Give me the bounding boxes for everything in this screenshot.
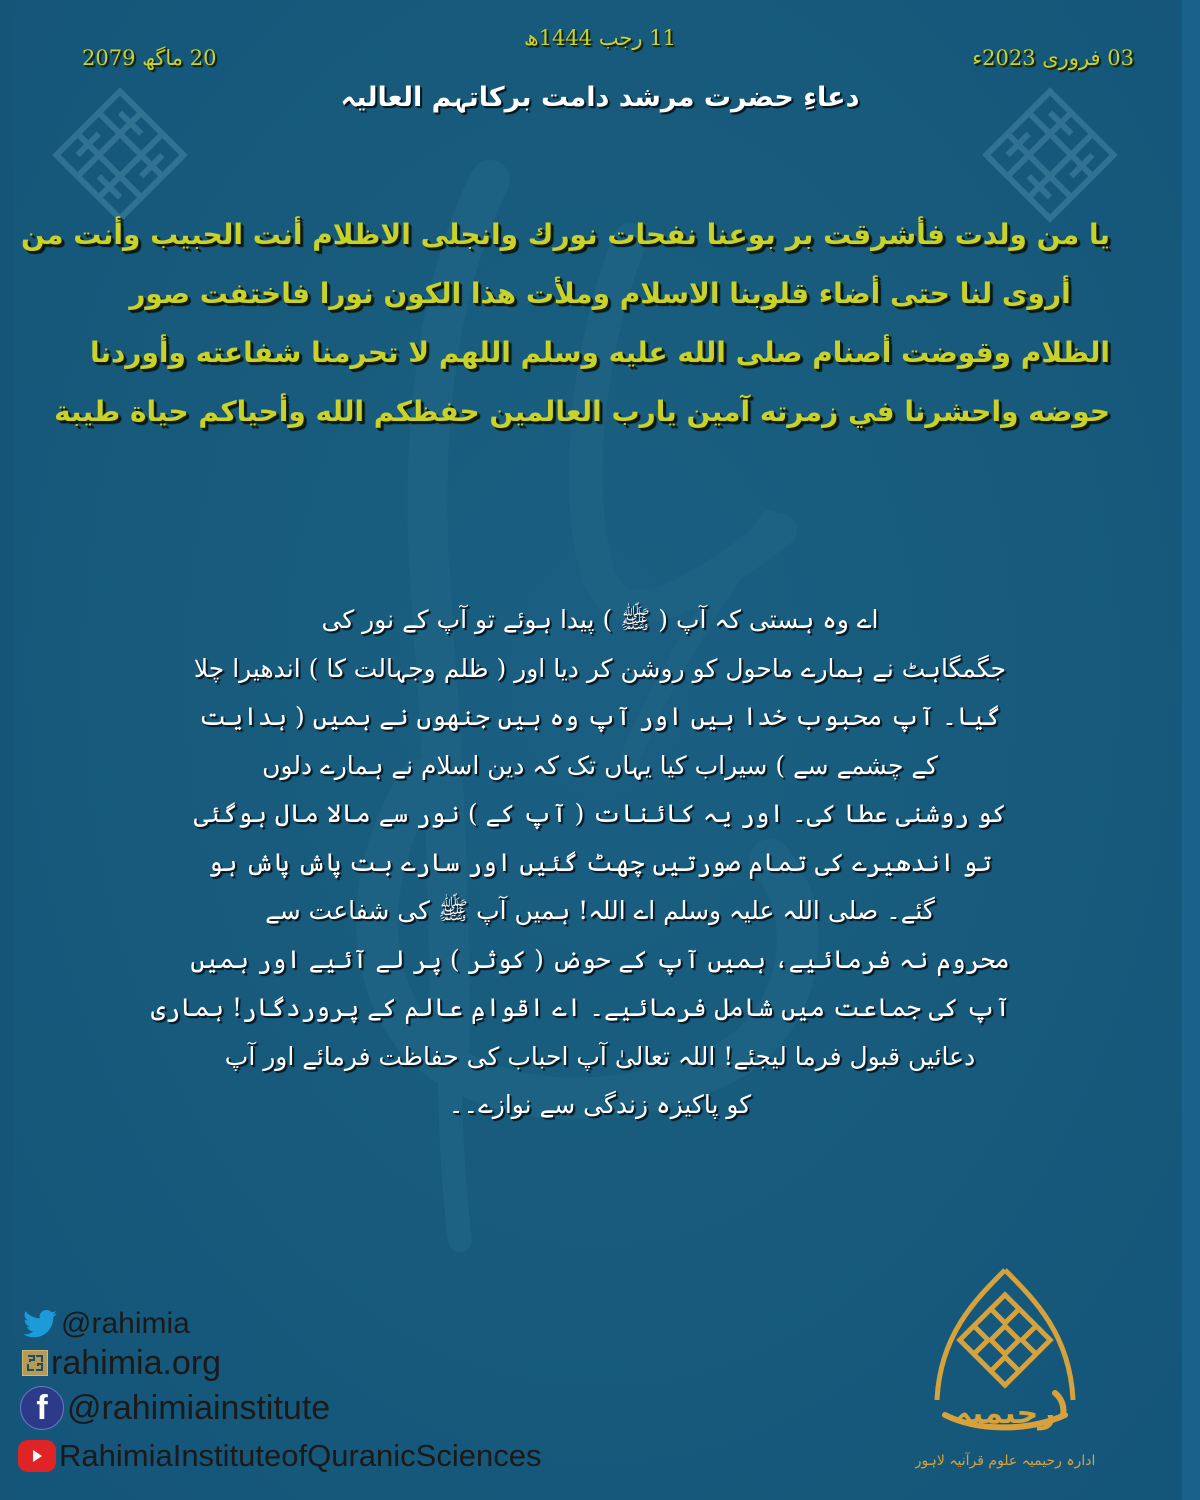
website-link[interactable] — [18, 1343, 541, 1383]
youtube-link[interactable] — [18, 1433, 541, 1479]
arabic-line: أروى لنا حتى أضاء قلوبنا الاسلام وملأت هذا الكون نورا فاختفت صور — [129, 277, 1071, 310]
youtube-channel: RahimiaInstituteofQuranicSciences — [59, 1438, 542, 1473]
urdu-line: کو روشنی عطا کی۔ اور یہ کائنات ( آپ کے ) نور سے مالا مال ہوگئی — [193, 799, 1007, 828]
date-bikrami: 20 ماگھ 2079 — [82, 46, 217, 70]
twitter-bird-icon — [22, 1310, 58, 1338]
rahimia-logo-icon — [915, 1265, 1095, 1490]
edge-shade-right — [1182, 0, 1200, 1500]
arabic-line: حوضه واحشرنا في زمرته آمين يارب العالمين حفظكم الله وأحياكم حياة طيبة — [54, 395, 1110, 428]
urdu-line: اے وہ ہستی کہ آپ ( ﷺ ) پیدا ہوئے تو آپ کے نور کی — [321, 605, 879, 634]
urdu-line: آپ کی جماعت میں شامل فرمائیے۔ اے اقوامِ عالم کے پروردگار! ہماری — [150, 993, 1010, 1022]
svg-text:ادارہ رحیمیہ علوم قرآنیہ لاہور: ادارہ رحیمیہ علوم قرآنیہ لاہور — [915, 1453, 1095, 1469]
urdu-line: کے چشمے سے ) سیراب کیا یہاں تک کہ دین اسلام نے ہمارے دلوں — [262, 750, 938, 780]
urdu-translation — [150, 596, 1010, 1130]
facebook-icon: f — [20, 1386, 64, 1430]
page-title: دعاءِ حضرت مرشد دامت برکاتہم العالیہ — [340, 82, 860, 113]
date-gregorian: 03 فروری 2023ء — [972, 46, 1134, 70]
urdu-line: جگمگاہٹ نے ہمارے ماحول کو روشن کر دیا اور ( ظلم وجہالت کا ) اندھیرا چلا — [193, 653, 1007, 683]
arabic-line: الظلام وقوضت أصنام صلى الله عليه وسلم اللهم لا تحرمنا شفاعته وأوردنا — [89, 336, 1110, 369]
arabic-line: يا من ولدت فأشرقت بر بوعنا نفحات نورك وانجلى الاظلام أنت الحبيب وأنت من — [21, 218, 1110, 251]
facebook-handle: @rahimiainstitute — [67, 1388, 331, 1427]
urdu-line: محروم نہ فرمائیے، ہمیں آپ کے حوض ( کوثر ) پر لے آئیے اور ہمیں — [190, 944, 1010, 974]
urdu-line: گئے۔ صلی اللہ علیہ وسلم اے اللہ! ہمیں آپ ﷺ کی شفاعت سے — [265, 896, 935, 925]
twitter-link[interactable] — [18, 1305, 541, 1343]
play-icon — [30, 1449, 44, 1463]
social-links — [18, 1305, 541, 1479]
website-url: rahimia.org — [51, 1343, 222, 1382]
twitter-handle: @rahimia — [61, 1307, 190, 1340]
rahimia-knot-icon — [22, 1350, 48, 1376]
urdu-line: تو اندھیرے کی تمام صورتیں چھٹ گئیں اور سارے بت پاش پاش ہو — [208, 847, 992, 877]
youtube-icon — [18, 1440, 56, 1472]
svg-text:رحیمیہ: رحیمیہ — [954, 1396, 1056, 1431]
arabic-prayer — [21, 205, 1110, 441]
urdu-line: دعائیں قبول فرما لیجئے! اللہ تعالیٰ آپ احباب کی حفاظت فرمائے اور آپ — [224, 1041, 976, 1071]
facebook-link[interactable] — [18, 1383, 541, 1433]
date-hijri: 11 رجب 1444ھ — [524, 26, 676, 50]
edge-shade-left — [0, 0, 14, 1500]
urdu-line: کو پاکیزہ زندگی سے نوازے۔۔ — [448, 1090, 752, 1119]
urdu-line: گیا۔ آپ محبوب خدا ہیں اور آپ وہ ہیں جنھوں نے ہمیں ( ہدایت — [199, 702, 1001, 731]
